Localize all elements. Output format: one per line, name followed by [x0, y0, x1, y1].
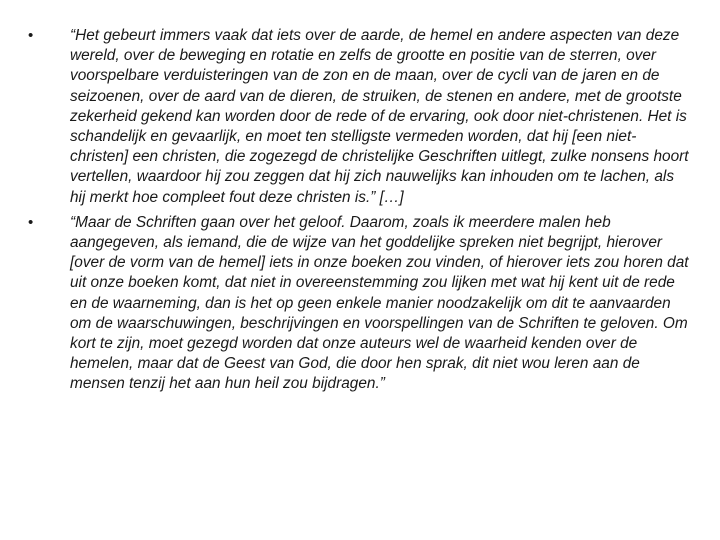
bullet-marker: •	[28, 213, 34, 231]
quote-text-2: “Maar de Schriften gaan over het geloof. Daarom, zoals ik meerdere malen heb aangegeven, als iemand, die de wijze van het goddelijke spreken niet begrijpt, hierover [over de vorm van de hemel] iets in onze boeken zou vinden, of hierover iets zou horen dat uit onze boeken komt, dat niet in overeenstemming zou lijken met wat hij kent uit de rede en de waarneming, dan is het op geen enkele manier noodzakelijk om dit te aanvaarden om de waarschuwingen, beschrijvingen en voorspellingen van de Schriften te geloven. Om kort te zijn, moet gezegd worden dat onze auteurs wel de waarheid kenden over de hemelen, maar dat de Geest van God, die door hen sprak, dit niet wou leren aan de mensen tenzij het aan hun heil zou bijdragen.”	[70, 213, 689, 393]
bullet-item-quote-1	[28, 26, 692, 208]
bullet-marker: •	[28, 27, 34, 44]
quote-text-1: “Het gebeurt immers vaak dat iets over de aarde, de hemel en andere aspecten van deze wereld, over de beweging en rotatie en zelfs de grootte en positie van de sterren, over voorspelbare verduisteringen van de zon en de maan, over de cycli van de jaren en de seizoenen, over de aard van de dieren, de struiken, de stenen en andere, met de grootste zekerheid gekend kan worden door de rede of de ervaring, ook door niet-christenen. Het is schandelijk en gevaarlijk, en moet ten stelligste vermeden worden, dat hij [een niet-christen] een christen, die zogezegd de christelijke Geschriften uitlegt, zulke nonsens hoort vertellen, waardoor hij zou zeggen dat hij zich nauwelijks kan inhouden om te lachen, als hij merkt hoe compleet fout deze christen is.” […]	[70, 27, 689, 206]
bullet-item-quote-2	[28, 213, 692, 395]
bullet-list	[28, 26, 692, 400]
